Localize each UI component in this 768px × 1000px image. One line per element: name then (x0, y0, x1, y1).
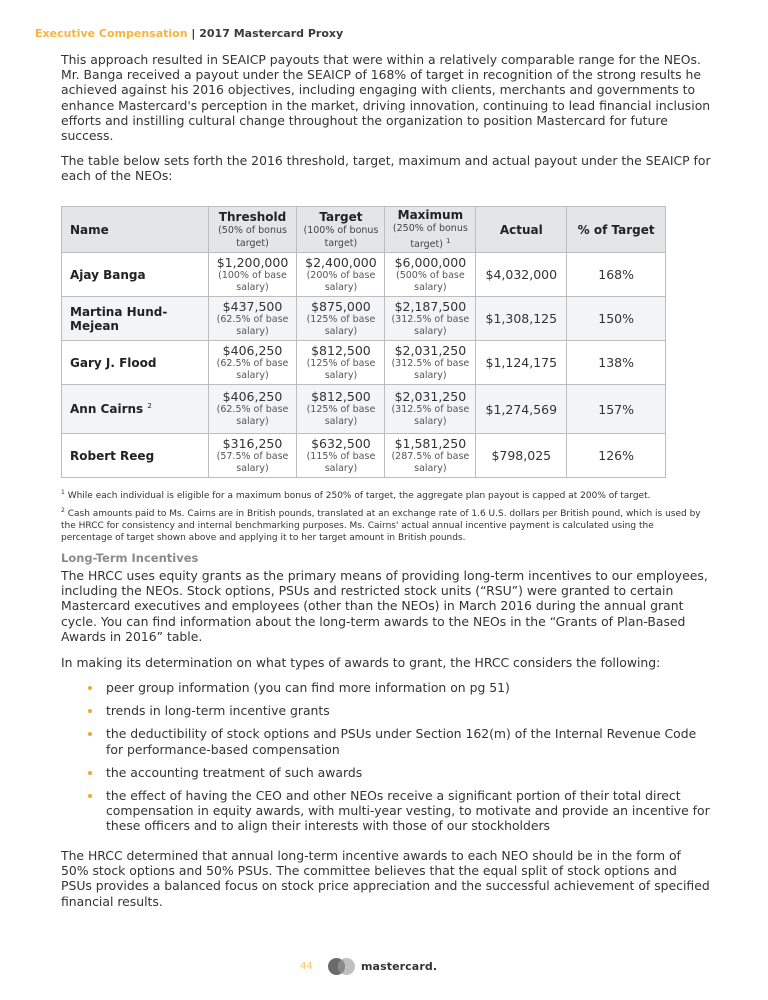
paragraph-seaicp-results: This approach resulted in SEAICP payouts that were within a relatively comparable range for the NEOs. Mr. Banga received a payout under the SEAICP of 168% of target in recognition of the strong results he achieved against his 2016 objectives, including engaging with clients, merchants and governments to enhance Mastercard's perception in the market, driving innovation, continuing to lead financial inclusion efforts and instilling cultural change throughout the organization to position Mastercard for future success. (61, 52, 711, 144)
cell-pct-of-target: 138% (567, 341, 666, 385)
column-header-actual: Actual (476, 207, 567, 253)
cell-name: Robert Reeg (62, 434, 209, 478)
cell-target: $875,000 (125% of base salary) (297, 297, 385, 341)
cell-maximum: $6,000,000 (500% of base salary) (385, 253, 476, 297)
cell-maximum: $2,031,250 (312.5% of base salary) (385, 385, 476, 434)
cell-name: Ann Cairns $^2$ (62, 385, 209, 434)
list-item: the accounting treatment of such awards (61, 765, 711, 780)
running-header (35, 27, 343, 40)
list-item: the deductibility of stock options and PSUs under Section 162(m) of the Internal Revenue Code for performance-based compensation (61, 726, 711, 756)
page-number: 44 (300, 960, 313, 972)
considerations-list (61, 680, 711, 842)
column-header-threshold: Threshold (50% of bonus target) (208, 207, 297, 253)
cell-pct-of-target: 168% (567, 253, 666, 297)
table-row (62, 434, 666, 478)
column-header-maximum: Maximum (250% of bonus target) $^1$ (385, 207, 476, 253)
table-row (62, 385, 666, 434)
paragraph-considerations-intro: In making its determination on what types of awards to grant, the HRCC considers the following: (61, 655, 661, 670)
cell-maximum: $2,187,500 (312.5% of base salary) (385, 297, 476, 341)
header-separator: | (187, 27, 200, 40)
column-header-pct-of-target: % of Target (567, 207, 666, 253)
footnote-ref-1: 1 (445, 236, 451, 245)
brand-wordmark: mastercard. (361, 959, 438, 973)
cell-threshold: $1,200,000 (100% of base salary) (208, 253, 297, 297)
bullet-icon (88, 771, 92, 775)
cell-target: $812,500 (125% of base salary) (297, 341, 385, 385)
cell-maximum: $1,581,250 (287.5% of base salary) (385, 434, 476, 478)
paragraph-award-mix: The HRCC determined that annual long-term incentive awards to each NEO should be in the form of 50% stock options and 50% PSUs. The committee believes that the equal split of stock options and PSUs provides a balanced focus on stock price appreciation and the successful achievement of specified financial results. (61, 848, 710, 909)
mastercard-logo-icon (328, 958, 355, 975)
table-row (62, 253, 666, 297)
cell-target: $632,500 (115% of base salary) (297, 434, 385, 478)
table-header-row (62, 207, 666, 253)
page-footer (300, 955, 437, 977)
cell-pct-of-target: 150% (567, 297, 666, 341)
section-title: Executive Compensation (35, 27, 188, 40)
cell-target: $2,400,000 (200% of base salary) (297, 253, 385, 297)
seaicp-payout-table (61, 206, 666, 478)
column-header-name: Name (62, 207, 209, 253)
bullet-icon (88, 709, 92, 713)
cell-threshold: $406,250 (62.5% of base salary) (208, 385, 297, 434)
cell-target: $812,500 (125% of base salary) (297, 385, 385, 434)
table-row (62, 341, 666, 385)
bullet-icon (88, 686, 92, 690)
paragraph-equity-grants: The HRCC uses equity grants as the primary means of providing long-term incentives to our employees, including the NEOs. Stock options, PSUs and restricted stock units (“RSU”) were granted to certain Mastercard executives and employees (other than the NEOs) in March 2016 during the annual grant cycle. You can find information about the long-term awards to the NEOs in the “Grants of Plan-Based Awards in 2016” table. (61, 568, 708, 644)
cell-threshold: $437,500 (62.5% of base salary) (208, 297, 297, 341)
cell-name: Martina Hund-Mejean (62, 297, 209, 341)
cell-actual: $798,025 (476, 434, 567, 478)
cell-pct-of-target: 126% (567, 434, 666, 478)
cell-actual: $4,032,000 (476, 253, 567, 297)
footnote-2: $^2$ Cash amounts paid to Ms. Cairns are in British pounds, translated at an exchange rate of 1.6 U.S. dollars per British pound, which is used by the HRCC for consistency and internal benchmarking purposes. Ms. Cairns' actual annual incentive payment is calculated using the percentage of target shown above and applying it to her target amount in British pounds. (61, 507, 701, 543)
paragraph-table-intro: The table below sets forth the 2016 threshold, target, maximum and actual payout under the SEAICP for each of the NEOs: (61, 153, 711, 184)
cell-name: Gary J. Flood (62, 341, 209, 385)
section-heading-long-term-incentives: Long-Term Incentives (61, 551, 199, 565)
cell-threshold: $406,250 (62.5% of base salary) (208, 341, 297, 385)
cell-pct-of-target: 157% (567, 385, 666, 434)
footnote-ref-2: 2 (147, 402, 152, 410)
cell-actual: $1,124,175 (476, 341, 567, 385)
bullet-icon (88, 732, 92, 736)
footnote-1: $^1$ While each individual is eligible for a maximum bonus of 250% of target, the aggregate plan payout is capped at 200% of target. (61, 489, 651, 501)
list-item: trends in long-term incentive grants (61, 703, 711, 718)
cell-threshold: $316,250 (57.5% of base salary) (208, 434, 297, 478)
cell-name: Ajay Banga (62, 253, 209, 297)
list-item: the effect of having the CEO and other NEOs receive a significant portion of their total direct compensation in equity awards, with multi-year vesting, to motivate and provide an incentive for these officers and to align their interests with those of our stockholders (61, 788, 711, 834)
cell-maximum: $2,031,250 (312.5% of base salary) (385, 341, 476, 385)
table-row (62, 297, 666, 341)
cell-actual: $1,308,125 (476, 297, 567, 341)
list-item: peer group information (you can find more information on pg 51) (61, 680, 711, 695)
bullet-icon (88, 794, 92, 798)
document-title: 2017 Mastercard Proxy (199, 27, 344, 40)
column-header-target: Target (100% of bonus target) (297, 207, 385, 253)
cell-actual: $1,274,569 (476, 385, 567, 434)
